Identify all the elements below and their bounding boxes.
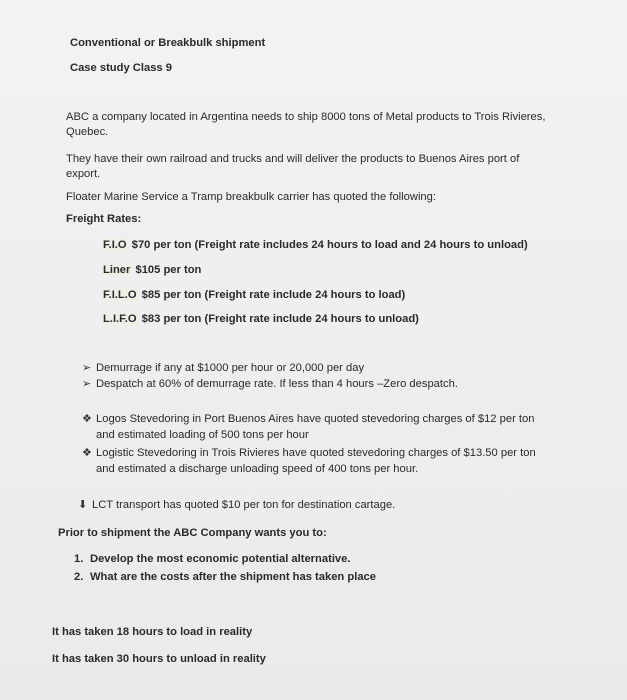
rate-term: Liner xyxy=(103,264,131,276)
intro-paragraph-3: Floater Marine Service a Tramp breakbulk carrier has quoted the following: xyxy=(66,191,436,203)
bullet-text: Logistic Stevedoring in Trois Rivieres have quoted stevedoring charges of $13.50 per ton xyxy=(96,447,536,459)
intro-paragraph-2-line-1: They have their own railroad and trucks and will deliver the products to Buenos Aires port of xyxy=(66,153,520,165)
question-2 xyxy=(74,570,376,584)
rate-fio xyxy=(101,238,528,252)
rate-description: $105 per ton xyxy=(132,264,202,276)
bullet-text: LCT transport has quoted $10 per ton for destination cartage. xyxy=(92,499,396,511)
rate-lifo xyxy=(101,312,419,326)
diamond-bullet-icon: ❖ xyxy=(82,413,92,425)
question-text: Develop the most economic potential alternative. xyxy=(90,553,351,565)
document-subtitle: Case study Class 9 xyxy=(70,62,172,74)
document-title: Conventional or Breakbulk shipment xyxy=(70,37,266,49)
rate-term: F.I.L.O xyxy=(103,289,137,301)
bullet-despatch xyxy=(82,377,458,391)
bullet-logos-stevedoring-line-2: and estimated loading of 500 tons per hour xyxy=(96,429,309,441)
rate-description: $70 per ton (Freight rate includes 24 hours to load and 24 hours to unload) xyxy=(128,239,528,251)
diamond-bullet-icon: ❖ xyxy=(82,447,92,459)
rate-term: L.I.F.O xyxy=(103,313,137,325)
intro-paragraph-1-line-1: ABC a company located in Argentina needs to ship 8000 tons of Metal products to Trois Rivieres, xyxy=(66,111,546,123)
arrow-bullet-icon: ➢ xyxy=(82,378,92,390)
reality-load: It has taken 18 hours to load in reality xyxy=(52,626,253,638)
bullet-logos-stevedoring xyxy=(82,412,534,426)
bullet-text: Despatch at 60% of demurrage rate. If less than 4 hours –Zero despatch. xyxy=(96,378,458,390)
rate-description: $85 per ton (Freight rate include 24 hours to load) xyxy=(138,289,406,301)
list-number: 2. xyxy=(74,571,84,583)
bullet-logistic-stevedoring-line-2: and estimated a discharge unloading speed of 400 tons per hour. xyxy=(96,463,419,475)
arrow-down-bullet-icon: ⬇ xyxy=(78,499,88,511)
bullet-demurrage xyxy=(82,361,364,375)
rate-filo xyxy=(101,288,405,302)
rate-term: F.I.O xyxy=(103,239,127,251)
question-text: What are the costs after the shipment has taken place xyxy=(90,571,376,583)
bullet-text: Demurrage if any at $1000 per hour or 20,000 per day xyxy=(96,362,365,374)
freight-rates-heading: Freight Rates: xyxy=(66,213,142,225)
question-1 xyxy=(74,552,350,566)
intro-paragraph-1-line-2: Quebec. xyxy=(66,126,109,138)
reality-unload: It has taken 30 hours to unload in reality xyxy=(52,653,266,665)
rate-liner xyxy=(101,263,201,277)
rate-description: $83 per ton (Freight rate include 24 hours to unload) xyxy=(138,313,419,325)
intro-paragraph-2-line-2: export. xyxy=(66,168,101,180)
bullet-logistic-stevedoring xyxy=(82,446,536,460)
arrow-bullet-icon: ➢ xyxy=(82,362,92,374)
prior-heading: Prior to shipment the ABC Company wants you to: xyxy=(58,527,327,539)
list-number: 1. xyxy=(74,553,84,565)
bullet-cartage xyxy=(78,498,395,512)
bullet-text: Logos Stevedoring in Port Buenos Aires have quoted stevedoring charges of $12 per ton xyxy=(96,413,535,425)
